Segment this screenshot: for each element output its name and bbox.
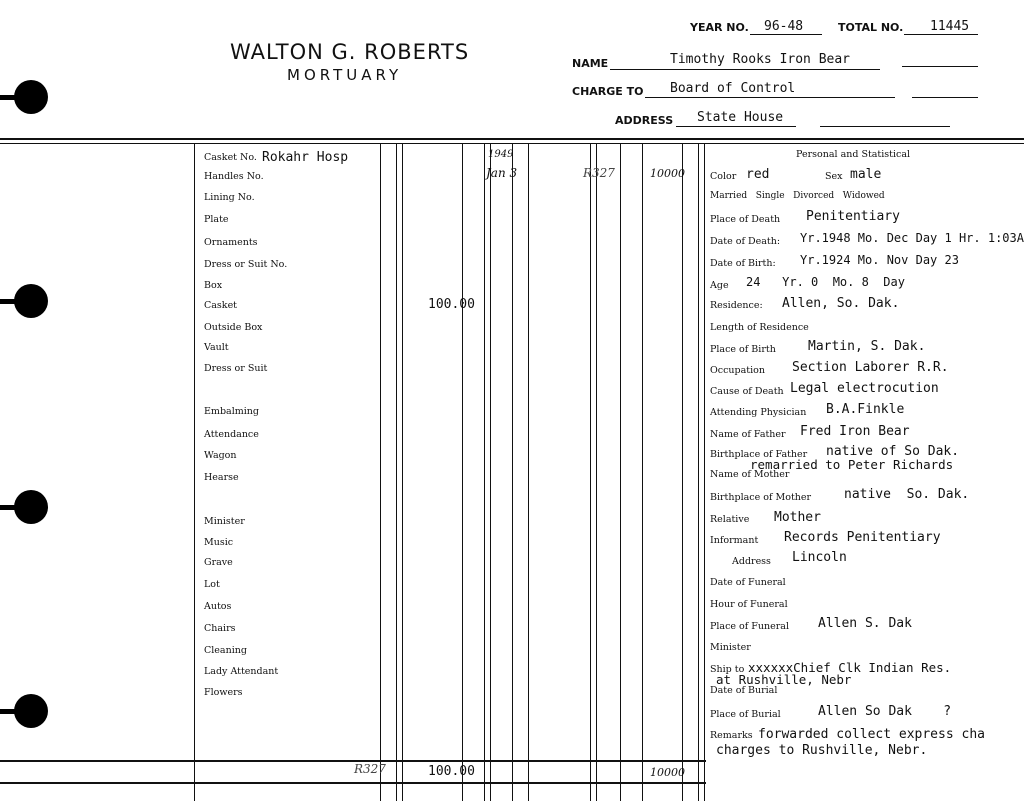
age-label: Age	[710, 280, 729, 291]
left-item: Casket	[204, 300, 238, 311]
address-line	[676, 126, 796, 127]
birthplace-mother-label: Birthplace of Mother	[710, 492, 812, 503]
left-item: Lining No.	[204, 192, 255, 203]
left-item: Vault	[204, 342, 229, 353]
sex-value: male	[850, 167, 882, 182]
birthplace-father-label: Birthplace of Father	[710, 449, 808, 460]
handwritten-year: 1949	[488, 149, 514, 160]
minister-label: Minister	[710, 642, 751, 653]
address-label: ADDRESS	[615, 114, 674, 127]
left-item: Attendance	[204, 429, 259, 440]
col-divider	[396, 143, 397, 801]
year-no-line	[750, 34, 822, 35]
col-divider	[194, 143, 195, 801]
hour-of-funeral-label: Hour of Funeral	[710, 599, 788, 610]
marital-status-options: Married Single Divorced Widowed	[710, 191, 885, 201]
residence-value: Allen, So. Dak.	[782, 296, 900, 311]
left-item: Handles No.	[204, 171, 264, 182]
left-item: Grave	[204, 557, 233, 568]
table-total-rule	[0, 782, 706, 784]
place-of-funeral-value: Allen S. Dak	[818, 616, 912, 631]
left-item: Box	[204, 280, 223, 291]
left-item: Autos	[204, 601, 232, 612]
physician-label: Attending Physician	[710, 407, 807, 418]
address-line-extra	[820, 126, 950, 127]
binder-hole	[14, 694, 48, 728]
col-divider	[484, 143, 485, 801]
mother-note: remarried to Peter Richards	[750, 457, 954, 472]
place-of-birth-label: Place of Birth	[710, 344, 776, 355]
left-item: Ornaments	[204, 237, 258, 248]
ship-to-label: Ship to	[710, 664, 745, 675]
left-item: Lot	[204, 579, 220, 590]
col-divider	[682, 143, 683, 801]
binder-hole	[14, 490, 48, 524]
charge-to-value: Board of Control	[670, 81, 796, 96]
left-item: Flowers	[204, 687, 243, 698]
stat-title: Personal and Statistical	[796, 149, 911, 160]
charge-to-line	[645, 97, 895, 98]
remarks-label: Remarks	[710, 730, 753, 741]
name-label: NAME	[572, 57, 609, 70]
left-item: Dress or Suit No.	[204, 259, 288, 270]
total-amount: 100.00	[428, 764, 475, 779]
length-of-residence-label: Length of Residence	[710, 322, 809, 333]
total-no-value: 11445	[930, 19, 970, 34]
mother-name-label: Name of Mother	[710, 469, 790, 480]
left-item: Minister	[204, 516, 245, 527]
left-item: Chairs	[204, 623, 236, 634]
charge-to-label: CHARGE TO	[572, 85, 644, 98]
total-no-line	[904, 34, 978, 35]
binder-hole	[14, 80, 48, 114]
date-of-funeral-label: Date of Funeral	[710, 577, 786, 588]
handwritten-ref-total: R327	[354, 762, 386, 776]
left-item: Lady Attendant	[204, 666, 279, 677]
father-name-value: Fred Iron Bear	[800, 424, 910, 439]
age-value: 24 Yr. 0 Mo. 8 Day	[746, 275, 905, 289]
col-divider	[620, 143, 621, 801]
informant-value: Records Penitentiary	[784, 530, 941, 545]
left-item: Outside Box	[204, 322, 263, 333]
charge-line-extra	[912, 97, 978, 98]
color-label: Color	[710, 171, 737, 182]
place-of-burial-value: Allen So Dak ?	[818, 704, 952, 719]
physician-value: B.A.Finkle	[826, 402, 905, 417]
remarks-value-line2: charges to Rushville, Nebr.	[716, 743, 928, 758]
relative-label: Relative	[710, 514, 750, 525]
ship-to-value-line2: at Rushville, Nebr	[716, 672, 852, 687]
col-divider	[402, 143, 403, 801]
handwritten-paid: 10000	[650, 167, 685, 180]
occupation-value: Section Laborer R.R.	[792, 360, 949, 375]
table-top-rule	[0, 138, 1024, 140]
col-divider	[698, 143, 699, 801]
place-of-birth-value: Martin, S. Dak.	[808, 339, 926, 354]
left-item: Hearse	[204, 472, 239, 483]
birthplace-mother-value: native So. Dak.	[844, 487, 970, 502]
residence-label: Residence:	[710, 300, 763, 311]
col-divider	[590, 143, 591, 801]
birthplace-father-value: native of So Dak.	[826, 444, 960, 459]
year-no-label: YEAR NO.	[690, 21, 749, 34]
col-divider	[528, 143, 529, 801]
left-item: Music	[204, 537, 234, 548]
left-item: Dress or Suit	[204, 363, 268, 374]
informant-address-value: Lincoln	[792, 550, 847, 565]
col-divider	[380, 143, 381, 801]
sex-label: Sex	[825, 171, 843, 182]
date-of-birth-value: Yr.1924 Mo. Nov Day 23	[800, 253, 959, 267]
cause-of-death-value: Legal electrocution	[790, 381, 939, 396]
ship-to-value: xxxxxxChief Clk Indian Res.	[748, 660, 952, 675]
date-of-birth-label: Date of Birth:	[710, 258, 776, 269]
name-value: Timothy Rooks Iron Bear	[670, 52, 851, 67]
left-item: Plate	[204, 214, 229, 225]
left-item: Cleaning	[204, 645, 247, 656]
place-of-burial-label: Place of Burial	[710, 709, 781, 720]
company-subtitle: MORTUARY	[287, 66, 403, 84]
total-no-label: TOTAL NO.	[838, 21, 904, 34]
remarks-value: forwarded collect express cha	[758, 727, 985, 742]
relative-value: Mother	[774, 510, 821, 525]
binder-hole	[14, 284, 48, 318]
company-name: WALTON G. ROBERTS	[230, 40, 470, 64]
place-of-funeral-label: Place of Funeral	[710, 621, 790, 632]
handwritten-paid-total: 10000	[650, 766, 685, 779]
casket-no-value: Rokahr Hosp	[262, 150, 349, 165]
date-of-death-value: Yr.1948 Mo. Dec Day 1 Hr. 1:03A	[800, 231, 1024, 245]
address-value: State House	[697, 110, 784, 125]
father-name-label: Name of Father	[710, 429, 786, 440]
handwritten-ref: R327	[583, 166, 615, 180]
col-divider	[596, 143, 597, 801]
col-divider	[642, 143, 643, 801]
name-line	[610, 69, 880, 70]
handwritten-date: Jan 3	[486, 166, 518, 180]
casket-amount: 100.00	[428, 297, 475, 312]
col-divider	[490, 143, 491, 801]
col-divider	[462, 143, 463, 801]
name-line-extra	[902, 66, 978, 67]
place-of-death-label: Place of Death	[710, 214, 781, 225]
casket-no-label: Casket No.	[204, 152, 257, 163]
color-value: red	[746, 167, 770, 182]
place-of-death-value: Penitentiary	[806, 209, 900, 224]
occupation-label: Occupation	[710, 365, 765, 376]
col-divider	[704, 143, 705, 801]
cause-of-death-label: Cause of Death	[710, 386, 784, 397]
col-divider	[512, 143, 513, 801]
year-no-value: 96-48	[764, 19, 804, 34]
date-of-death-label: Date of Death:	[710, 236, 781, 247]
left-item: Wagon	[204, 450, 237, 461]
informant-address-label: Address	[732, 556, 771, 567]
date-of-burial-label: Date of Burial	[710, 685, 778, 696]
table-bottom-rule	[0, 760, 706, 762]
informant-label: Informant	[710, 535, 759, 546]
left-item: Embalming	[204, 406, 259, 417]
